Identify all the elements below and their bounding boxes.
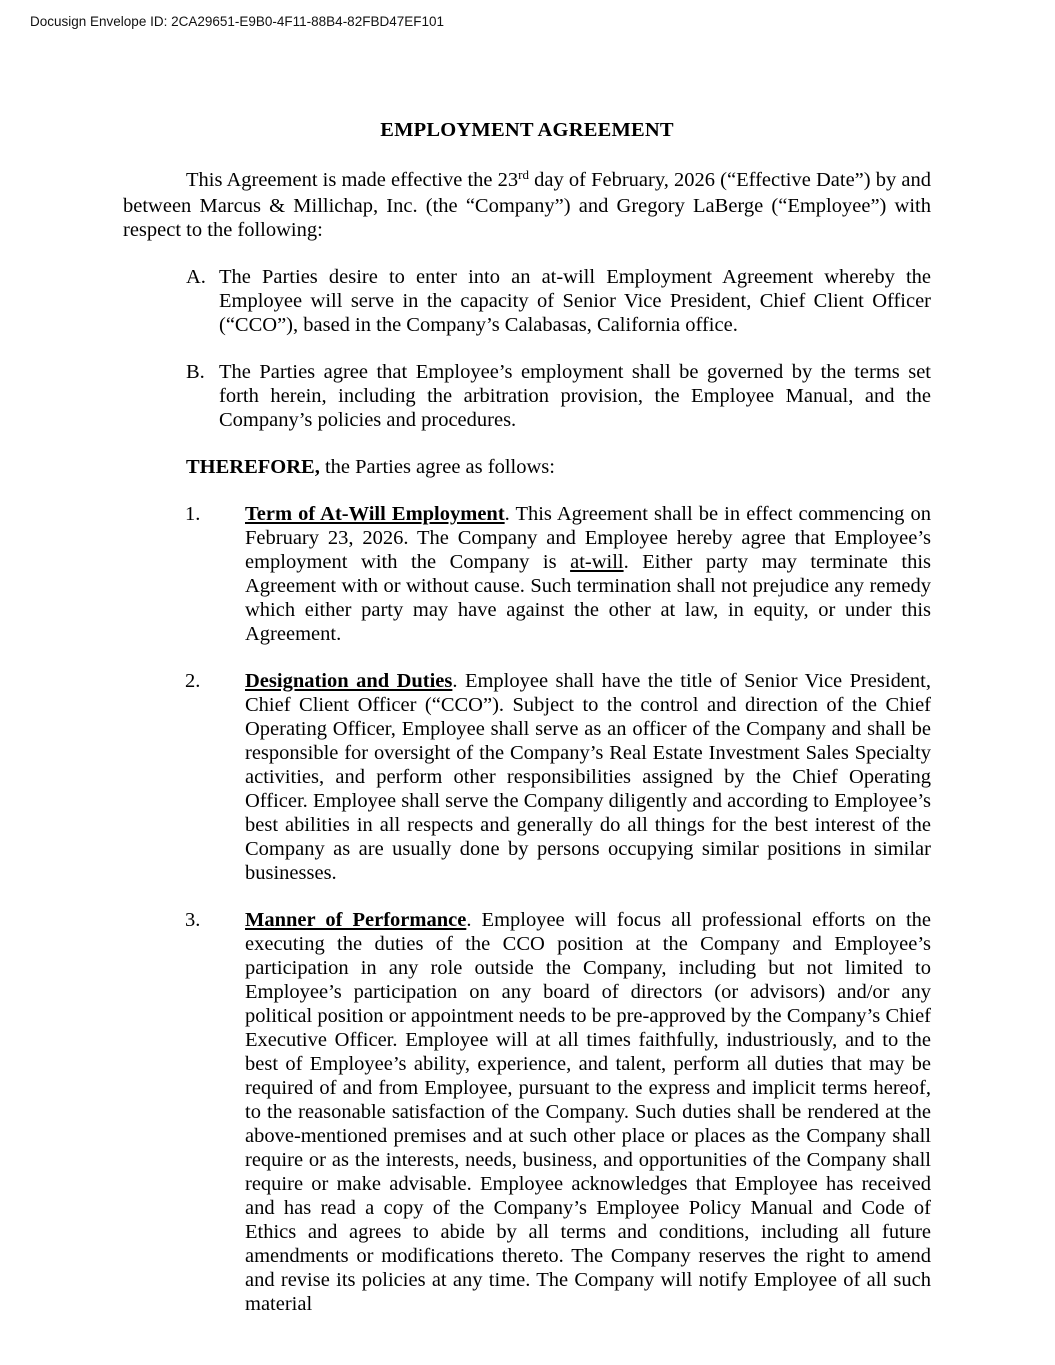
section-3-number: 3. [185,909,201,931]
intro-text-before-ordinal: This Agreement is made effective the 23 [186,169,519,191]
section-1-heading: Term of At-Will Employment [245,503,505,525]
intro-paragraph [123,168,931,242]
ordinal-superscript: rd [518,167,529,182]
recital-b-label: B. [186,361,205,383]
section-1-number: 1. [185,503,201,525]
section-1-underlined-term: at-will [570,551,624,573]
section-1-term-of-at-will-employment [185,502,931,646]
recital-item-a [186,265,931,337]
section-3-body: . Employee will focus all professional efforts on the executing the duties of the CCO position at the Company and Employee’s participation in any role outside the Company, including but not limited to Employee’s participation on any board of directors (or advisors) and/or any political position or appointment needs to be pre-approved by the Company’s Chief Executive Officer. Employee will at all times faithfully, industriously, and to the best of Employee’s ability, experience, and talent, perform all duties that may be required of and from Employee, pursuant to the express and implicit terms hereof, to the reasonable satisfaction of the Company. Such duties shall be rendered at the above-mentioned premises and at such other place or places as the Company shall require or as the interests, needs, business, and opportunities of the Company shall require or make advisable. Employee acknowledges that Employee has received and has read a copy of the Company’s Employee Policy Manual and Code of Ethics and agrees to abide by all terms and conditions, including all future amendments or modifications thereto. The Company reserves the right to amend and revise its policies at any time. The Company will notify Employee of all such material [245,909,931,1315]
recital-a-label: A. [186,266,206,288]
section-1-body-part-2: . Either party may terminate this Agreement with or without cause. Such termination shall not prejudice any remedy which either party may have against the other at law, in equity, or under this Agreement. [245,551,931,645]
document-body [123,118,931,1316]
recital-item-b [186,360,931,432]
section-2-body: . Employee shall have the title of Senior Vice President, Chief Client Officer (“CCO”). Subject to the control and direction of the Chief Operating Officer, Employee shall serve as an officer of the Company and shall be responsible for oversight of the Company’s Real Estate Investment Sales Specialty activities, and perform other responsibilities assigned by the Chief Operating Officer. Employee shall serve the Company diligently and according to Employee’s best abilities in all respects and generally do all things for the best interest of the Company as are usually done by persons occupying similar positions in similar businesses. [245,670,931,884]
section-2-heading: Designation and Duties [245,670,453,692]
section-2-number: 2. [185,670,201,692]
intro-text-after-ordinal: day of February, 2026 (“Effective Date”) by and between Marcus & Millichap, Inc. (the “Company”) and Gregory LaBerge (“Employee”) with respect to the following: [123,169,931,241]
therefore-rest: the Parties agree as follows: [319,456,555,478]
therefore-clause [186,455,931,479]
section-2-designation-and-duties [185,669,931,885]
docusign-envelope-id: Docusign Envelope ID: 2CA29651-E9B0-4F11-88B4-82FBD47EF101 [30,14,444,29]
section-3-heading: Manner of Performance [245,909,467,931]
therefore-lead: THEREFORE, [186,456,320,478]
section-1-body-part-1: . This Agreement shall be in effect commencing on February 23, 2026. The Company and Employee hereby agree that Employee’s employment with the Company is [245,503,931,573]
document-title: EMPLOYMENT AGREEMENT [380,119,674,141]
section-3-manner-of-performance [185,908,931,1316]
recital-b-text: The Parties agree that Employee’s employment shall be governed by the terms set forth herein, including the arbitration provision, the Employee Manual, and the Company’s policies and procedures. [219,361,931,431]
recital-a-text: The Parties desire to enter into an at-will Employment Agreement whereby the Employee will serve in the capacity of Senior Vice President, Chief Client Officer (“CCO”), based in the Company’s Calabasas, California office. [219,266,931,336]
